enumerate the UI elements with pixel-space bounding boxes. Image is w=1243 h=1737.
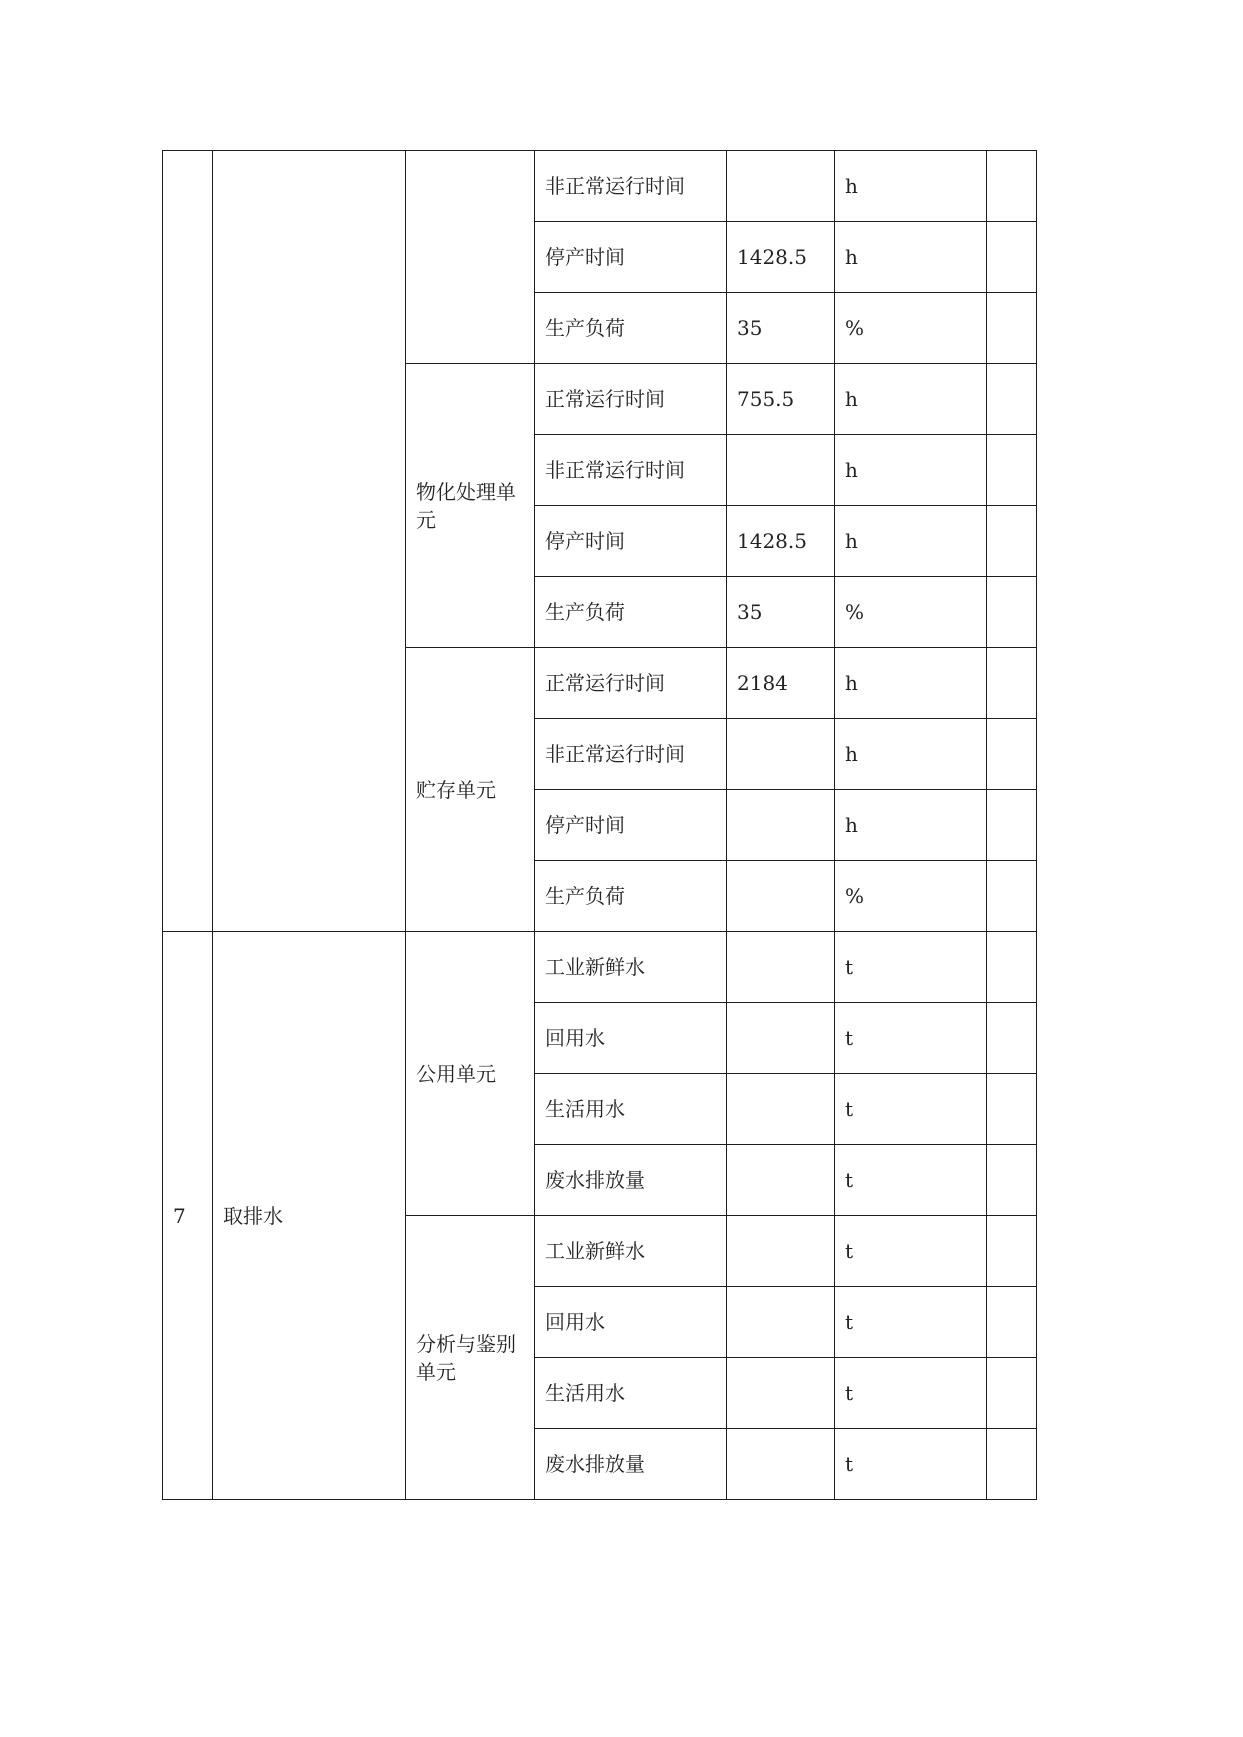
- remark-cell: [987, 648, 1037, 719]
- value-cell: [727, 1003, 835, 1074]
- unit-cell: t: [835, 1429, 987, 1500]
- value-cell: 1428.5: [727, 506, 835, 577]
- table-row: [163, 151, 1037, 222]
- item-cell: 回用水: [535, 1003, 727, 1074]
- item-cell: 生产负荷: [535, 861, 727, 932]
- item-cell: 生产负荷: [535, 577, 727, 648]
- value-cell: [727, 932, 835, 1003]
- item-cell: 生活用水: [535, 1074, 727, 1145]
- value-cell: [727, 435, 835, 506]
- value-cell: [727, 1358, 835, 1429]
- item-cell: 工业新鲜水: [535, 932, 727, 1003]
- item-cell: 停产时间: [535, 790, 727, 861]
- table-row: [163, 932, 1037, 1003]
- remark-cell: [987, 1429, 1037, 1500]
- value-cell: [727, 1216, 835, 1287]
- unit-cell: h: [835, 719, 987, 790]
- item-cell: 非正常运行时间: [535, 719, 727, 790]
- item-cell: 正常运行时间: [535, 364, 727, 435]
- remark-cell: [987, 1216, 1037, 1287]
- unit-cell: t: [835, 1216, 987, 1287]
- category-cell: [213, 151, 406, 932]
- unit-name-cell: [406, 151, 535, 364]
- remark-cell: [987, 364, 1037, 435]
- value-cell: [727, 1074, 835, 1145]
- remark-cell: [987, 577, 1037, 648]
- unit-cell: t: [835, 932, 987, 1003]
- value-cell: [727, 1287, 835, 1358]
- remark-cell: [987, 506, 1037, 577]
- remark-cell: [987, 790, 1037, 861]
- item-cell: 停产时间: [535, 506, 727, 577]
- value-cell: 755.5: [727, 364, 835, 435]
- unit-cell: t: [835, 1074, 987, 1145]
- category-cell: 取排水: [213, 932, 406, 1500]
- row-number-cell: 7: [163, 932, 213, 1500]
- value-cell: 35: [727, 577, 835, 648]
- remark-cell: [987, 932, 1037, 1003]
- value-cell: [727, 719, 835, 790]
- unit-cell: h: [835, 222, 987, 293]
- unit-name-cell: 物化处理单元: [406, 364, 535, 648]
- value-cell: [727, 790, 835, 861]
- unit-cell: t: [835, 1287, 987, 1358]
- remark-cell: [987, 293, 1037, 364]
- unit-cell: h: [835, 435, 987, 506]
- remark-cell: [987, 222, 1037, 293]
- item-cell: 工业新鲜水: [535, 1216, 727, 1287]
- unit-name-cell: 分析与鉴别单元: [406, 1216, 535, 1500]
- value-cell: 2184: [727, 648, 835, 719]
- unit-cell: h: [835, 506, 987, 577]
- value-cell: [727, 1145, 835, 1216]
- remark-cell: [987, 1074, 1037, 1145]
- item-cell: 非正常运行时间: [535, 151, 727, 222]
- unit-name-cell: 贮存单元: [406, 648, 535, 932]
- item-cell: 生活用水: [535, 1358, 727, 1429]
- value-cell: [727, 861, 835, 932]
- remark-cell: [987, 1003, 1037, 1074]
- row-number-cell: [163, 151, 213, 932]
- unit-cell: %: [835, 577, 987, 648]
- item-cell: 回用水: [535, 1287, 727, 1358]
- unit-cell: %: [835, 293, 987, 364]
- unit-name-cell: 公用单元: [406, 932, 535, 1216]
- remark-cell: [987, 719, 1037, 790]
- item-cell: 正常运行时间: [535, 648, 727, 719]
- unit-cell: h: [835, 364, 987, 435]
- item-cell: 废水排放量: [535, 1145, 727, 1216]
- value-cell: 1428.5: [727, 222, 835, 293]
- unit-cell: h: [835, 790, 987, 861]
- remark-cell: [987, 1145, 1037, 1216]
- unit-cell: t: [835, 1358, 987, 1429]
- unit-cell: t: [835, 1145, 987, 1216]
- value-cell: 35: [727, 293, 835, 364]
- unit-cell: h: [835, 151, 987, 222]
- value-cell: [727, 151, 835, 222]
- remark-cell: [987, 151, 1037, 222]
- remark-cell: [987, 1287, 1037, 1358]
- remark-cell: [987, 435, 1037, 506]
- remark-cell: [987, 1358, 1037, 1429]
- unit-cell: t: [835, 1003, 987, 1074]
- item-cell: 停产时间: [535, 222, 727, 293]
- remark-cell: [987, 861, 1037, 932]
- item-cell: 生产负荷: [535, 293, 727, 364]
- item-cell: 非正常运行时间: [535, 435, 727, 506]
- item-cell: 废水排放量: [535, 1429, 727, 1500]
- value-cell: [727, 1429, 835, 1500]
- unit-cell: %: [835, 861, 987, 932]
- operation-data-table: [162, 150, 1037, 1500]
- unit-cell: h: [835, 648, 987, 719]
